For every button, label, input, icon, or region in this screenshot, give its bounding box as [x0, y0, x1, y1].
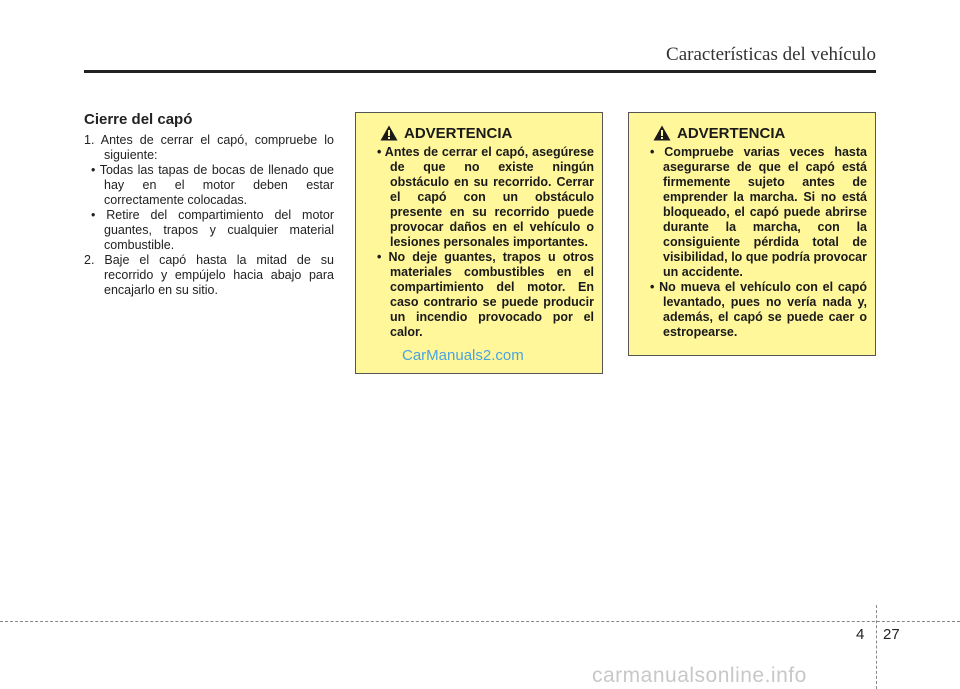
step-2: 2. Baje el capó hasta la mitad de su recorrido y empújelo hacia abajo para encajarlo en su sitio.: [84, 253, 334, 297]
chapter-title: Características del vehículo: [666, 44, 876, 65]
footer-rule: [0, 621, 960, 622]
header-rule: [84, 70, 876, 73]
warning-box-left: [355, 112, 603, 374]
warning-item: • No mueva el vehículo con el capó levantado, pues no vería nada y, además, el capó se puede caer o estropearse.: [650, 280, 867, 339]
page-number: 27: [883, 626, 900, 643]
watermark-carmanuals2: CarManuals2.com: [402, 347, 524, 364]
warning-item: • No deje guantes, trapos u otros materiales combustibles en el compartimiento del motor. En caso contrario se puede producir un incendio provocado por el calor.: [377, 250, 594, 339]
footer-divider: [876, 605, 877, 689]
watermark-carmanualsonline: carmanualsonline.info: [592, 664, 807, 687]
instructions-column: [84, 112, 334, 298]
warning-heading: [653, 125, 867, 141]
warning-item: • Compruebe varias veces hasta asegurarse de que el capó está firmemente sujeto antes de emprender la marcha. Si no está bloqueado, el capó puede abrirse durante la marcha, con la consiguiente pérdida total de visibilidad, lo que podría provocar un accidente.: [650, 145, 867, 279]
warning-box-right: [628, 112, 876, 356]
step-1: 1. Antes de cerrar el capó, compruebe lo siguiente:: [84, 133, 334, 162]
warning-triangle-icon: [380, 125, 398, 141]
chapter-number: 4: [856, 626, 865, 643]
bullet-item: • Retire del compartimiento del motor guantes, trapos y cualquier material combustible.: [91, 208, 334, 252]
warning-title: ADVERTENCIA: [404, 124, 513, 142]
bullet-item: • Todas las tapas de bocas de llenado que hay en el motor deben estar correctamente colocadas.: [91, 163, 334, 207]
warning-title: ADVERTENCIA: [677, 124, 786, 142]
warning-item: • Antes de cerrar el capó, asegúrese de que no existe ningún obstáculo en su recorrido. Cerrar el capó con un obstáculo presente en su recorrido puede provocar daños en el vehículo o lesiones personales importantes.: [377, 145, 594, 249]
warning-triangle-icon: [653, 125, 671, 141]
section-title: Cierre del capó: [84, 111, 193, 128]
warning-heading: [380, 125, 594, 141]
